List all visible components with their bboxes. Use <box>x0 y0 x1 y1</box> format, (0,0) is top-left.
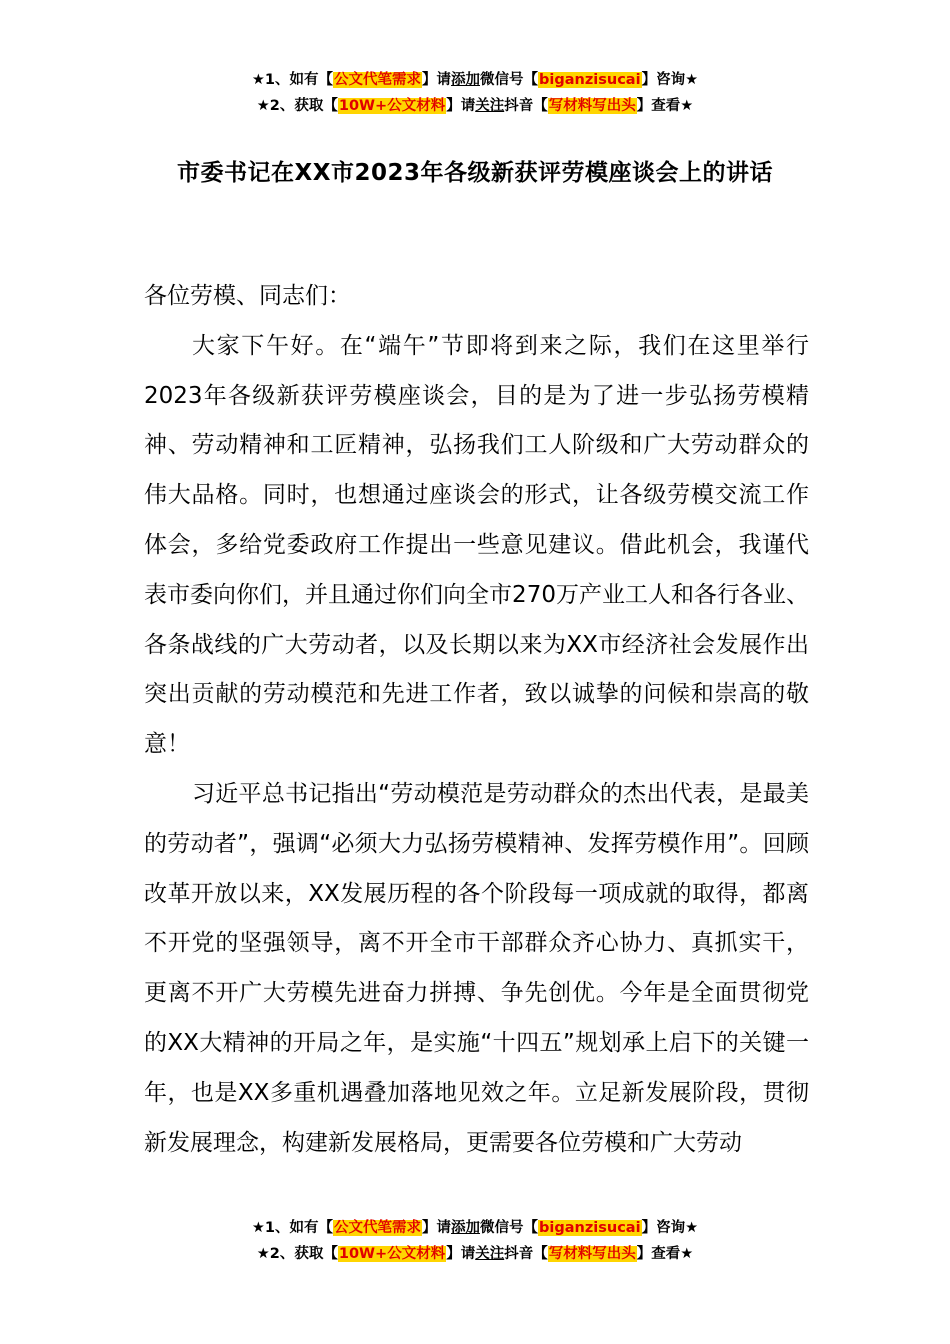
promo-highlight: biganzisucai <box>539 1220 641 1236</box>
promo-text: 】查看★ <box>636 1246 694 1262</box>
promo-underline: 关注 <box>475 1246 505 1262</box>
promo-underline: 添加 <box>451 72 481 88</box>
promo-text: 抖音【 <box>504 98 548 114</box>
promo-underline: 关注 <box>475 98 505 114</box>
promo-text: ★2、获取【 <box>256 1246 338 1262</box>
promo-highlight: 写材料写出头 <box>548 1246 636 1262</box>
document-body <box>144 272 809 1168</box>
promo-text: 】请 <box>446 98 476 114</box>
promo-line-2 <box>0 93 950 119</box>
promo-text: 抖音【 <box>504 1246 548 1262</box>
promo-text: 】请 <box>446 1246 476 1262</box>
header-promo-banner <box>0 67 950 119</box>
promo-line-2 <box>0 1241 950 1267</box>
promo-text: ★1、如有【 <box>251 72 334 88</box>
promo-text: 】查看★ <box>636 98 694 114</box>
promo-highlight: 10W+公文材料 <box>338 98 446 114</box>
document-title: 市委书记在XX市2023年各级新获评劳模座谈会上的讲话 <box>177 160 773 186</box>
body-paragraph: 大家下午好。在“端午”节即将到来之际，我们在这里举行2023年各级新获评劳模座谈会，目的是为了进一步弘扬劳模精神、劳动精神和工匠精神，弘扬我们工人阶级和广大劳动群众的伟大品格。同时，也想通过座谈会的形式，让各级劳模交流工作体会，多给党委政府工作提出一些意见建议。借此机会，我谨代表市委向你们，并且通过你们向全市270万产业工人和各行各业、各条战线的广大劳动者，以及长期以来为XX市经济社会发展作出突出贡献的劳动模范和先进工作者，致以诚挚的问候和崇高的敬意！ <box>144 332 809 758</box>
salutation: 各位劳模、同志们： <box>144 283 351 309</box>
footer-promo-banner <box>0 1215 950 1267</box>
promo-text: 】咨询★ <box>641 72 699 88</box>
promo-highlight: 10W+公文材料 <box>338 1246 446 1262</box>
promo-text: 】请 <box>422 1220 452 1236</box>
promo-highlight: 写材料写出头 <box>548 98 636 114</box>
promo-line-1 <box>0 1215 950 1241</box>
promo-text: ★2、获取【 <box>256 98 338 114</box>
promo-highlight: 公文代笔需求 <box>334 1220 422 1236</box>
promo-text: 】请 <box>422 72 452 88</box>
promo-text: 微信号【 <box>480 72 539 88</box>
promo-underline: 添加 <box>451 1220 481 1236</box>
promo-text: ★1、如有【 <box>251 1220 334 1236</box>
promo-text: 】咨询★ <box>641 1220 699 1236</box>
promo-text: 微信号【 <box>480 1220 539 1236</box>
promo-highlight: 公文代笔需求 <box>334 72 422 88</box>
promo-highlight: biganzisucai <box>539 72 641 88</box>
promo-line-1 <box>0 67 950 93</box>
body-paragraph: 习近平总书记指出“劳动模范是劳动群众的杰出代表，是最美的劳动者”，强调“必须大力弘扬劳模精神、发挥劳模作用”。回顾改革开放以来，XX发展历程的各个阶段每一项成就的取得，都离不开党的坚强领导，离不开全市干部群众齐心协力、真抓实干，更离不开广大劳模先进奋力拼搏、争先创优。今年是全面贯彻党的XX大精神的开局之年，是实施“十四五”规划承上启下的关键一年，也是XX多重机遇叠加落地见效之年。立足新发展阶段，贯彻新发展理念，构建新发展格局，更需要各位劳模和广大劳动 <box>144 780 809 1156</box>
